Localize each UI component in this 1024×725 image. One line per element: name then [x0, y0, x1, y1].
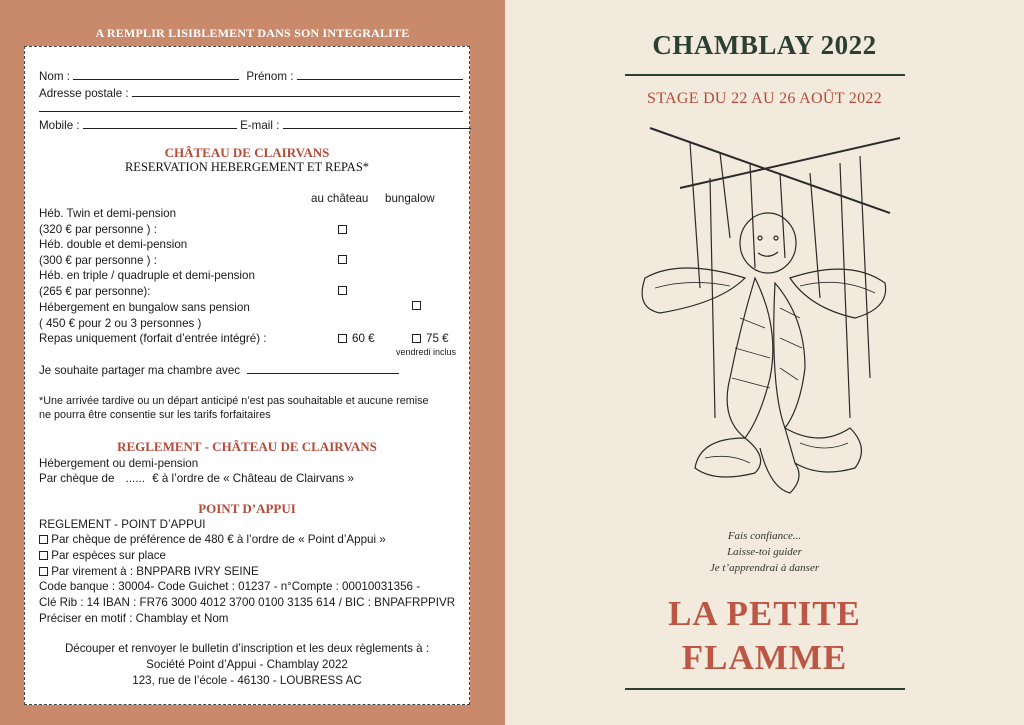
option-twin-line1: Héb. Twin et demi-pension: [39, 207, 177, 220]
mobile-label: Mobile :: [39, 119, 80, 132]
nom-label: Nom :: [39, 70, 70, 83]
payment-cash-row: [39, 549, 166, 562]
mobile-field[interactable]: [83, 118, 237, 129]
prenom-label: Prénom :: [246, 70, 294, 83]
checkbox-repas-bungalow[interactable]: [412, 334, 421, 343]
reglement-cheque-label: Par chèque de: [39, 472, 115, 485]
footer-line2: Société Point d’Appui - Chamblay 2022: [146, 658, 348, 671]
chateau-subtitle: RESERVATION HEBERGEMENT ET REPAS*: [124, 160, 370, 174]
payment-cash-label: Par espèces sur place: [51, 549, 166, 562]
column-chateau: au château: [311, 192, 369, 205]
repas-bungalow-price: 75 €: [426, 332, 449, 345]
checkbox-repas-chateau[interactable]: [338, 334, 347, 343]
checkbox-twin-chateau[interactable]: [338, 225, 347, 234]
reglement-line2: [39, 472, 354, 485]
option-triple-line1: Héb. en triple / quadruple et demi-pension: [39, 269, 255, 282]
note-line2: ne pourra être consentie sur les tarifs forfaitaires: [39, 409, 271, 421]
adresse-label: Adresse postale :: [39, 87, 129, 100]
right-panel: [505, 0, 1024, 725]
footer-line3: 123, rue de l’école - 46130 - LOUBRESS AC: [132, 674, 362, 687]
reglement-chateau-title: REGLEMENT - CHÂTEAU DE CLAIRVANS: [117, 439, 377, 454]
event-title: CHAMBLAY 2022: [652, 30, 877, 60]
point-appui-title: POINT D’APPUI: [198, 501, 296, 516]
reglement-order: € à l’ordre de « Château de Clairvans »: [152, 472, 354, 485]
chateau-title: CHÂTEAU DE CLAIRVANS: [164, 145, 330, 160]
checkbox-triple-chateau[interactable]: [338, 286, 347, 295]
partage-label: Je souhaite partager ma chambre avec: [39, 364, 241, 377]
form-instruction-header: A REMPLIR LISIBLEMENT DANS SON INTEGRALITE: [95, 26, 410, 40]
bottom-rule: [625, 688, 905, 690]
option-double-line1: Héb. double et demi-pension: [39, 238, 188, 251]
repas-note: vendredi inclus: [396, 347, 457, 357]
address-row: [39, 86, 460, 100]
point-appui-heading: REGLEMENT - POINT D’APPUI: [39, 518, 206, 531]
footer-line1: Découper et renvoyer le bulletin d’inscription et les deux règlements à :: [64, 642, 430, 655]
payment-transfer-row: [39, 565, 259, 578]
option-twin-line2: (320 € par personne ) :: [39, 223, 157, 236]
repas-label: Repas uniquement (forfait d’entrée intégré) :: [39, 332, 267, 345]
email-field[interactable]: [283, 118, 471, 129]
bank-codes: Code banque : 30004- Code Guichet : 01237 - n°Compte : 00010031356 -: [39, 580, 421, 593]
note-line1: *Une arrivée tardive ou un départ anticipé n’est pas souhaitable et aucune remise: [39, 395, 429, 407]
bank-motif: Préciser en motif : Chamblay et Nom: [39, 612, 229, 625]
partage-row: [39, 363, 399, 377]
adresse-field-line2[interactable]: [39, 101, 463, 112]
name-row: [39, 69, 463, 83]
option-bungalow-line2: ( 450 € pour 2 ou 3 personnes ): [39, 317, 202, 330]
reglement-line1: Hébergement ou demi-pension: [39, 457, 199, 470]
left-panel: [0, 0, 505, 725]
partage-field[interactable]: [247, 363, 399, 374]
adresse-field[interactable]: [132, 86, 460, 97]
bank-iban: Clé Rib : 14 IBAN : FR76 3000 4012 3700 0100 3135 614 / BIC : BNPAFRPPIVR: [39, 596, 456, 609]
option-triple-line2: (265 € par personne):: [39, 285, 151, 298]
headline-line2: FLAMME: [681, 638, 848, 677]
quote-line2: Laisse-toi guider: [727, 546, 802, 558]
repas-chateau-price: 60 €: [352, 332, 375, 345]
headline-line1: LA PETITE: [668, 594, 861, 633]
contact-row: [39, 118, 471, 132]
payment-cheque-row: [39, 533, 386, 546]
option-bungalow-line1: Hébergement en bungalow sans pension: [39, 301, 250, 314]
column-bungalow: bungalow: [385, 192, 435, 205]
registration-form: [24, 46, 470, 705]
prenom-field[interactable]: [297, 69, 463, 80]
title-rule: [625, 74, 905, 76]
checkbox-bungalow[interactable]: [412, 301, 421, 310]
reglement-amount-blank[interactable]: ......: [125, 472, 145, 485]
option-double-line2: (300 € par personne ) :: [39, 254, 157, 267]
marionette-illustration: [620, 118, 920, 518]
stage-dates: STAGE DU 22 AU 26 AOÛT 2022: [647, 90, 882, 107]
address-row-2: [39, 101, 463, 115]
checkbox-payment-cash[interactable]: [39, 551, 48, 560]
nom-field[interactable]: [73, 69, 239, 80]
email-label: E-mail :: [240, 119, 280, 132]
checkbox-payment-cheque[interactable]: [39, 535, 48, 544]
quote-line1: Fais confiance...: [727, 530, 802, 542]
payment-cheque-label: Par chèque de préférence de 480 € à l’ordre de « Point d’Appui »: [51, 533, 386, 546]
payment-transfer-label: Par virement à : BNPPARB IVRY SEINE: [51, 565, 259, 578]
checkbox-payment-transfer[interactable]: [39, 567, 48, 576]
checkbox-double-chateau[interactable]: [338, 255, 347, 264]
quote-line3: Je t’apprendrai à danser: [709, 562, 820, 574]
